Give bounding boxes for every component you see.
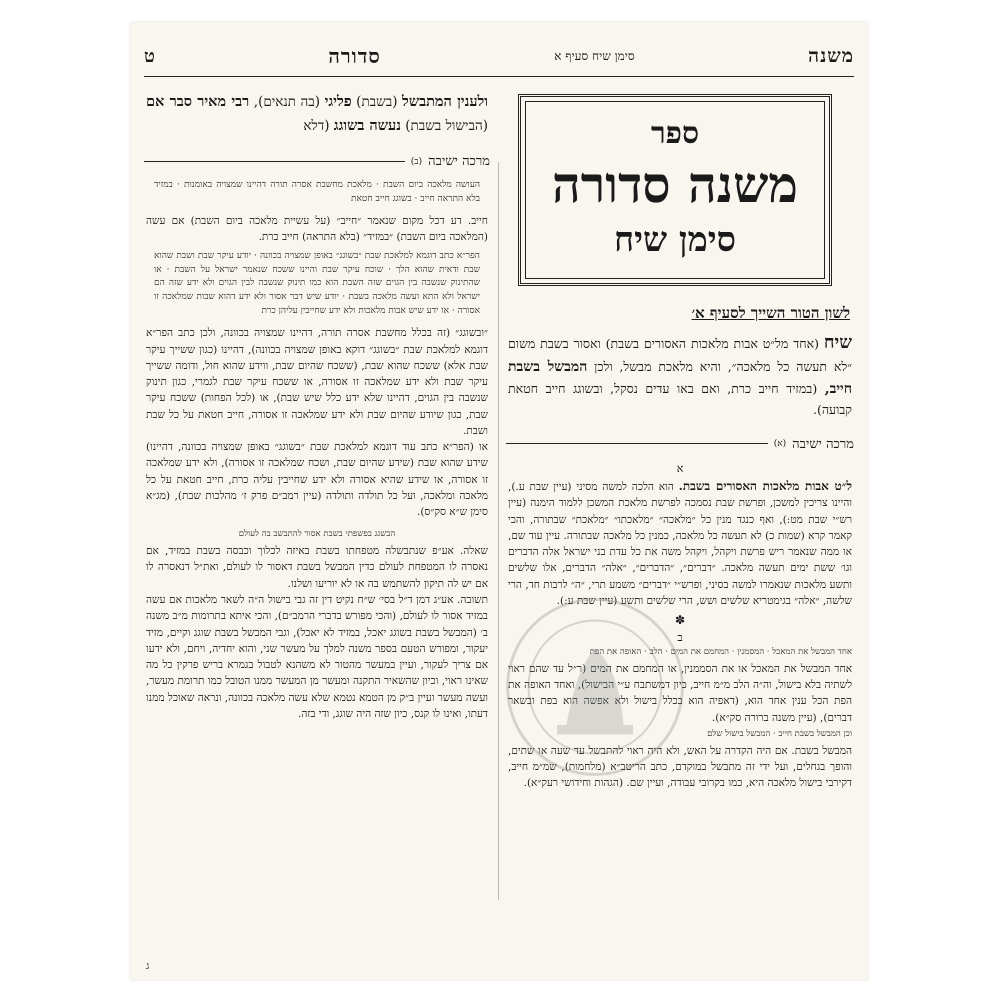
- left-intro-6: (הבישול בשבת): [405, 117, 488, 134]
- quote-block-1: העושה מלאכה ביום השבת · מלאכת מחשבת אסרה תורה דהיינו שמצויה באומנות · במזיד בלא התראה חייב · בשוגג חייב חטאת: [154, 180, 480, 205]
- left-text-4: שאלה. אע״פ שנתבשלה מטפחתו בשבת באיזה לכלוך וכבסה בשבת במזיד, אם נאסרה לו המטפחת לעולם כדין המבשל בשבת דאסור לו לעולם, ואת״ל דנאסרה לו אם יש לה תיקון להשתמש בה או לא יוריעו ושלנו.: [146, 545, 488, 590]
- left-heading-2: הבשגג בפשפתי בשבת אסור להתבשב בה לעולם: [238, 529, 396, 540]
- section-letter-a: א: [676, 461, 684, 475]
- section-divider-right: [506, 436, 854, 452]
- title-sefer: ספר: [650, 116, 700, 151]
- paragraph-b-text: אחד המבשל את המאכל או את הסממנין, או המחמם את המים (ר״ל עד שהם ראוי לשתיה בלא בישול, וה״ה הלב מ״מ חייב, כיון דמשתבח ע״י הבישול), ואחד האופה את הפת הכל ענין אחד הוא, (דאפיה הוא בכלל בישול ולא אפשה הוא בפת ובשאר דברים), (עיין משנה ברורה סק״א).: [508, 662, 852, 724]
- title-book-name: משנה סדורה: [551, 155, 799, 214]
- left-intro-3: פליגי: [324, 93, 352, 110]
- paragraph-c-text: המבשל בשבת. אם היה הקדרה על האש, ולא היה ראוי להתבשל עד שעה או שתים, והופך בגחלים, ועל ידי זה מתבשל במוקדם, כתב הריטב״א (מלחמות), שמ״מ חייב, דקירבי בישול מלאכה היא, כמו בקרובי עבודה, ועיין שם. (הגהות וחידושי רעק״א).: [508, 744, 852, 790]
- left-intro-1: ולענין המתבשל: [402, 93, 489, 110]
- paragraph-a-text: הוא הלכה למשה מסיני (עיין שבת ע.), והיינו צריכין למשכן, ופרשת שבת נסמכה לפרשת מלאכת המשכן ללמוד הימנה (עיין רש״י שבת מט:), ואף כנגד מנין כל ״מלאכה״ ״מלאכתו״ ״מלאכת״ שבתורה, והכי קאמר קרא (שמות כ) לא תעשה כל מלאכה, כמנין כל מלאכה שבתורה. עיין עוד שם, או ממה שנאמר ריש פרשת ויקהל, ויקהל משה את כל עדת בני ישראל אלה הדברים וגו׳ ששת ימים תעשה מלאכה. ״דברים״, ״הדברים״, ״אלה״ הדברים, אלו שלשים ותשע מלאכות שנאמרו למשה בסיני, ופרש״י ״דברים״ משמע תרי, ״ה״ לרבות חד, הרי שלשה, ״אלה״ בגימטריא שלשים ושש, הרי שלשים ותשע (עיין שבת ע:).: [508, 480, 852, 607]
- left-column: [144, 88, 490, 950]
- tur-heading: לשון הטור השייך לסעיף א׳: [691, 304, 850, 322]
- page-footer-mark: ג: [146, 961, 150, 972]
- section-title-left: מרכה ישיבה: [428, 154, 490, 170]
- running-head-book: משנה: [808, 44, 854, 67]
- left-intro-4: (בה תנאים),: [253, 94, 321, 110]
- left-intro-7: נעשה בשוגג: [333, 116, 401, 134]
- running-head: [144, 36, 854, 77]
- running-head-siman: סימן שיח סעיף א: [554, 48, 635, 63]
- right-column: [506, 88, 854, 950]
- book-page: [130, 22, 868, 980]
- tur-text-part-2: (במזיד חייב כרת, ואם באו עדים נסקל, ובשוגג חייב חטאת קבועה).: [508, 380, 852, 418]
- running-head-title: סדורה: [328, 43, 381, 68]
- left-text-1: חייב. דע דכל מקום שנאמר ״חייב״ (על עשיית מלאכה ביום השבת) אם עשה (המלאכה ביום השבת) ״במזיד״ (בלא התראה) חייב כרת.: [146, 215, 488, 244]
- divider-line: [144, 161, 405, 162]
- divider-line: [506, 443, 768, 444]
- section-marker-right: (א): [773, 439, 787, 450]
- left-text-2: ״ובשוגג״ (זה בכלל מחשבת אסרה תורה, דהיינו שמצויה בכוונה, ולכן כתב הפר״א דוגמא למלאכת שבת ״בשוגג״ דוקא באופן שמצויה בכוונה), דהיינו (כגון ששייך עיקר שבת אלא) ששכח שהוא שבת, (ששכח שהיום שבת, ווידע שהוא חול, ודומה ששייך עיקר שבת ולא ידע שמלאכה זו אסורה, או ששכח עיקר שבת לגמרי, כגון תינוק שנשבה בין הגוים, דהיינו שלא ידע כלל שיש שבת), או (לכל הפחות) ששכח עיקר שבת, כגון שיודע שהיום שבת ולא ידע שמלאכה זו אסורה, חייב חטאת על כל שבת ושבת.: [146, 327, 488, 437]
- left-intro: [146, 90, 488, 137]
- asterisk-separator: ✽: [674, 613, 686, 628]
- tur-strong-phrase: המבשל בשבת חייב,: [508, 358, 852, 397]
- title-siman: סימן שיח: [613, 220, 737, 260]
- paragraph-a-lead: ל״ט אבות מלאכות האסורים בשבת.: [678, 478, 852, 493]
- section-divider-left: [144, 153, 490, 169]
- title-box: [518, 94, 832, 286]
- tur-text: [508, 329, 852, 420]
- left-intro-8: (דלא: [303, 117, 330, 134]
- left-text-3: או (הפר״א כתב עוד דוגמא למלאכת שבת ״בשוגג״ באופן שמצויה בכוונה, דהיינו) שידע שהוא שבת (שידע שהיום שבת, ושכח שמלאכה זו אסורה), ולא ידע שמלאכה זו אסורה, או שידע שהיא אסורה ולא ידע שחייבין עליה כרת, חייב חטאת על כל מלאכה ומלאכה, ועל כל תולדה ותולדה (עיין רמב״ם פרק ז׳ מהלכות שבת), (מג״א סימן ש״א סק״ס).: [146, 441, 488, 519]
- tur-lead-word: שיח: [823, 332, 852, 353]
- title-box-inner: [525, 101, 825, 279]
- running-head-page-number: ט: [144, 45, 155, 67]
- paragraph-c-heading: וכן המבשל בשבת חייב · המבשל בישול שלם: [707, 728, 852, 739]
- left-intro-5: רבי מאיר סבר אם: [146, 93, 250, 110]
- left-intro-2: (בשבת): [356, 94, 398, 110]
- paragraph-b-heading: אחד המבשל את המאכל · המסמנין · המחמם את המים · הלב · האופה את הפת: [589, 647, 852, 658]
- section-title-right: מרכה ישיבה: [792, 436, 854, 452]
- left-text-5: תשובה. אע״ג דמן ד״ל בסי׳ ש״ח נקיט דין זה גבי בישול ה״ה לשאר מלאכות אם עשה במזיד אסור לו לעולם, (והכי מפורש בדברי הרמב״ם), והכי איתא בתרומות מ״ב משנה ב׳ (המבשל בשבת בשוגג יאכל, במזיד לא יאכל), וגבי המבשל בשבת שוגג וקיים, מזיד יעקור, ומפורש הטעם בספר משנה למלך על מעשר שני, והוא יחדיה, ויחם, ולא ידעו אם צריך לעקור, ועיין במעשר מהטור לא משהנא לטבול בגמרא בריש פרקין כל מה שאינו ראוי, וכיון שהשאיר התקנה ומעשר מן המעשר ממנו הטובל כמו תרומת מעשר, ועשה מעשר ועיין ב״ק מן הטמא נטמא שלא עשה מלאכה בכוונה, ונראה שאוכל ממנו דעתו, ואינו לו קנס, כיון שזה היה שוגג, ודי בזה.: [146, 594, 488, 720]
- tur-text-part-1: (אחד מל״ט אבות מלאכות האסורים בשבת) ואסור בשבת משום ״לא תעשה כל מלאכה״, והיא מלאכת מבשל, ולכן: [508, 336, 852, 374]
- quote-block-2: הפר״א כתב דוגמא למלאכת שבת ״בשוגג״ באופן שמצויה בכוונה · יודע עיקר שבת ושבת שהוא שבת ודאית שהוא הלך · שוכח עיקר שבת והיינו ששכח שנאמר ישראל על השבת · או שהתינוק שנשבה בין הגוים שזה השבת הוא כמו תינוק שנשבה לבין הגוים ולא ידע שזה הם ישראל ולא התא ועשה מלאכה בשבת · יודע שיש דבר אסור ולא ידע דהוא שבות שמלאכה זו אסורה · או ידע שיש אבות מלאכות ולא ידע שחייבין עליהן כרת: [154, 250, 480, 317]
- paragraph-a: [508, 477, 852, 609]
- column-divider: [498, 162, 499, 900]
- section-marker-left: (ב): [410, 156, 423, 167]
- section-letter-b: ב: [677, 631, 683, 645]
